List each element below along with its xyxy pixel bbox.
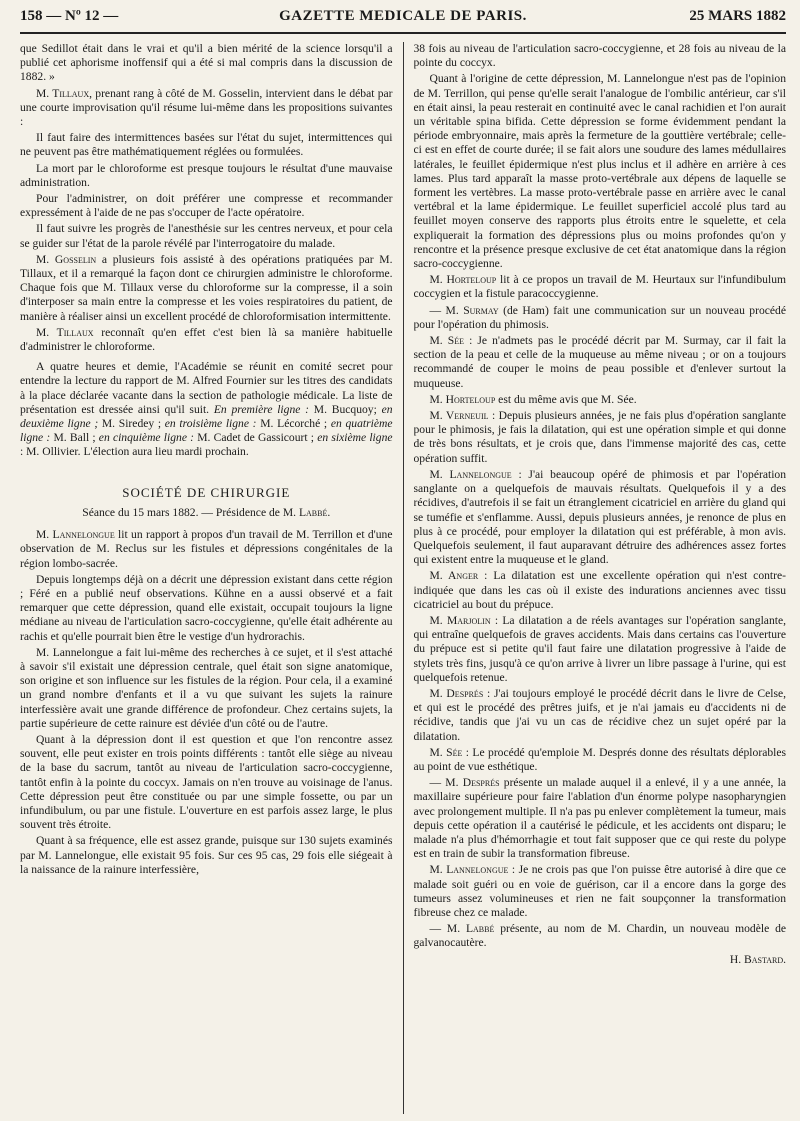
paragraph: [414, 304, 787, 332]
speaker-name: M. Gosselin: [36, 252, 97, 266]
speaker-name: Surmay: [463, 303, 499, 317]
paragraph-text: lit un rapport à propos d'un travail de M. Terrillon et d'une observation de M. Reclus sur les fistules et dépressions congénitales de la région lombo-sacrée.: [20, 528, 393, 570]
rank-label: En première ligne :: [213, 402, 310, 416]
paragraph: Depuis longtemps déjà on a décrit une dépression existant dans cette région ; Féré en a publié neuf observations. Kühne en a aussi observé et a fait remarquer que cette dépression, quand elle existait, occupait toujours la ligne médiane au niveau de l'articulation sacro-coccygienne, qu'elle était adhérente au rachis et qu'elle pourrait bien être le vestige d'un hydrorachis.: [20, 572, 393, 643]
speaker-name: M. Marjolin: [429, 613, 491, 627]
header-rule: [20, 32, 786, 34]
paragraph: Quant à la dépression dont il est question et que l'on rencontre assez souvent, elle peut exister en trois points différents : tantôt elle siège au niveau de la base du sacrum, tantôt au niveau de l'articulation sacro-coccygienne, tantôt enfin à la pointe du coccyx. Jamais on n'en trouve au voisinage de l'anus. Cette dépression peut être constituée ou par une simple fossette, ou par un infundibulum, ou par une fistule. L'ouverture en est parfois assez large, le plus souvent très étroite.: [20, 732, 393, 832]
paragraph: [414, 273, 787, 301]
paragraph: Quant à l'origine de cette dépression, M. Lannelongue n'est pas de l'opinion de M. Terrillon, qui pense qu'elle serait l'analogue de l'ombilic antérieur, car s'il en était ainsi, la peau resterait en continuité avec le canal rachidien et l'on aurait un véritable spina bifida. Cette dépression se forme évidemment pendant la période embryonnaire, mais après la fermeture de la gouttière vertébrale; celle-ci est en effet de courte durée; il se fait alors une soudure des lames médullaires latérales, le feuillet épidermique n'est plus inclus et il adhère en arrière à ces lames. Plus tard apparaît la masse proto-vertébrale aux dépens de laquelle se forment les vertèbres. La masse proto-vertébrale passe en arrière avec le canal vertébral et la lame épidermique. Le feuillet superficiel accolé plus tard au feuillet moyen conserve des rapports plus étroits entre le squelette, et cela expliquerait la formation des dépressions plus ou moins profondes qu'on y rencontre et la présence presque exclusive de cet état anatomique dans la région sacro-coccygienne.: [413, 72, 787, 271]
candidate: M. Ball ;: [50, 431, 99, 445]
paragraph: La mort par le chloroforme est presque toujours le résultat d'une mauvaise administration.: [20, 161, 393, 189]
session-line: [20, 506, 393, 520]
paragraph-text: présente, au nom de M. Chardin, un nouveau modèle de galvanocautère.: [413, 922, 787, 950]
paragraph-text: présente un malade auquel il a enlevé, il y a une année, la maxillaire supérieure pour faire l'ablation d'un énorme polype nasopharyngien avec prolongement multiple. Il n'a pas pu enlever complètement la tumeur, mais depuis cette opération il a cautérisé le pédicule, et les accidents ont disparu; le malade n'a plus d'hémorrhagie et tout fait supposer que ce qui reste du polype est en train de subir la transformation fibreuse.: [413, 776, 787, 861]
paragraph-text: : J'ai toujours employé le procédé décrit dans le livre de Celse, et qui est le procédé des prêtres juifs, et je n'ai jamais eu d'accidents ni de récidive, tandis que j'ai vu un cas de récidive chez un sujet opéré par la dilatation.: [413, 686, 787, 743]
speaker-name: M. Verneuil: [429, 409, 489, 423]
paragraph-text: — M.: [429, 922, 466, 936]
paragraph: [414, 863, 787, 920]
paragraph: [414, 687, 787, 744]
paragraph-text: a plusieurs fois assisté à des opérations pratiquées par M. Tillaux, et il a remarqué la façon dont ce chirurgien administre le chloroforme. Chaque fois que M. Tillaux verse du chloroforme sur la compresse, il a soin d'interposer sa main entre la compresse et les voies respiratoires du patient, de manière à réaliser ainsi un excellent procédé de chloroformisation intermittente.: [20, 252, 393, 323]
speaker-name: M. Tillaux: [36, 86, 90, 100]
speaker-name: M. Sée: [429, 745, 463, 759]
paragraph: [414, 776, 787, 861]
paragraph: Quant à sa fréquence, elle est assez grande, puisque sur 130 sujets examinés par M. Lannelongue, elle existait 95 fois. Sur ces 95 cas, 29 fois elle siégeait à la naissance de la rainure interfessière,: [20, 834, 393, 876]
speaker-name: Labbé: [465, 922, 495, 936]
issue-date: 25 MARS 1882: [689, 8, 786, 24]
section-title: SOCIÉTÉ DE CHIRURGIE: [122, 484, 291, 500]
column-divider: [403, 42, 404, 1114]
speaker-name: M. Horteloup: [429, 392, 496, 406]
paragraph-text: (de Ham) fait une communication sur un nouveau procédé pour l'opération du phimosis.: [413, 303, 787, 331]
president-name: Labbé: [298, 505, 328, 519]
paragraph: [20, 253, 393, 324]
speaker-name: M. Horteloup: [429, 273, 497, 287]
paragraph: [20, 360, 393, 459]
paragraph-text: lit à ce propos un travail de M. Heurtaux sur l'infundibulum coccygien et la fistule paracoccygienne.: [413, 273, 787, 301]
paragraph: 38 fois au niveau de l'articulation sacro-coccygienne, et 28 fois au niveau de la pointe du coccyx.: [413, 42, 787, 70]
rank-label: en troisième ligne :: [164, 417, 257, 431]
paragraph-text: : Je n'admets pas le procédé décrit par M. Surmay, car il fait la section de la peau et celle de la muqueuse au même niveau ; or on a toujours recommandé de couper le moins de peau possible et d'enlever surtout la muqueuse.: [413, 334, 787, 390]
rank-label: en cinquième ligne :: [98, 431, 195, 445]
session-text: .: [327, 505, 331, 519]
candidate: M. Lécorché ;: [256, 417, 331, 431]
paragraph: [414, 468, 787, 567]
candidate: M. Bucquoy;: [309, 402, 382, 416]
page-number: 158 — Nº 12 —: [20, 8, 119, 24]
paragraph: [20, 326, 393, 354]
paragraph: Pour l'administrer, on doit préférer une compresse et recommander expressément à l'aide de ne pas s'occuper de l'acte opératoire.: [20, 192, 393, 220]
rank-label: en deuxième ligne ;: [20, 402, 393, 431]
paragraph: [414, 746, 787, 774]
paragraph-text: reconnaît qu'en effet c'est bien là sa manière habituelle d'administrer le chloroforme.: [20, 325, 393, 354]
paragraph: [414, 334, 787, 391]
paragraph: [414, 409, 787, 466]
right-column: [414, 42, 787, 1121]
paragraph-text: : J'ai beaucoup opéré de phimosis et par l'opération sanglante on a quelquefois de mauvais résultats. Quelquefois il y a des récidives, d'autrefois il se fait un étranglement cicatriciel en arrière du gland qui se tuméfie et s'enflamme. Aussi, depuis plusieurs années, je renonce de plus en plus à ce procédé, pour employer la dilatation qui est préférable, à mon avis. Quelquefois seulement, il faut auparavant détruire des adhérences assez fortes qui existent entre la muqueuse et le gland.: [413, 467, 787, 567]
paragraph: Il faut suivre les progrès de l'anesthésie sur les centres nerveux, et pour cela se guider sur l'état de la parole révélé par l'interrogatoire du malade.: [20, 222, 393, 250]
candidate: M. Cadet de Gassicourt ;: [194, 431, 318, 445]
left-column: [20, 42, 393, 1121]
speaker-name: M. Després: [429, 686, 484, 700]
paragraph: [414, 922, 787, 950]
paragraph-text: : La dilatation a de réels avantages sur l'opération sanglante, qui entraîne quelquefois de graves accidents. Mais dans certains cas l'ouverture du prépuce est si petite qu'il faut faire une dilatation progressive à l'aide de stylets très fins, jusqu'à ce qu'on arrive à livrer un libre passage à l'urine, qui est quelquefois retenue.: [413, 613, 787, 684]
paragraph-text: est du même avis que M. Sée.: [495, 392, 637, 406]
paragraph: [414, 614, 787, 685]
paragraph: Il faut faire des intermittences basées sur l'état du sujet, intermittences qui ne peuvent pas être mathématiquement réglées ou formulées.: [20, 131, 393, 159]
paragraph-text: : Depuis plusieurs années, je ne fais plus d'opération sanglante pour le phimosis, je fais la dilatation, qui est une opération simple et qui donne de très bons résultats, et je crois que, dans l'immense majorité des cas, cette opération suffit.: [413, 409, 787, 465]
paragraph: [20, 87, 393, 130]
paragraph-text: — M.: [429, 776, 463, 790]
speaker-name: M. Sée: [429, 334, 464, 348]
paragraph: [414, 393, 787, 407]
speaker-name: M. Tillaux: [36, 325, 94, 339]
paragraph: [414, 569, 787, 612]
speaker-name: M. Anger: [429, 569, 479, 583]
author-signature: H. Bastard.: [729, 952, 787, 966]
article-columns: [20, 42, 786, 1121]
speaker-name: Després: [462, 776, 500, 790]
paragraph-text: , prenant rang à côté de M. Gosselin, intervient dans le débat par une courte improvisation qu'il résume lui-même dans les propositions suivantes :: [20, 86, 393, 129]
rank-label: en sixième ligne: [317, 431, 393, 445]
session-text: Séance du 15 mars 1882. — Présidence de M.: [82, 505, 299, 519]
candidate: M. Siredey ;: [98, 417, 165, 431]
page-header: [20, 8, 786, 28]
speaker-name: M. Lannelongue: [429, 467, 512, 481]
paragraph-text: : Le procédé qu'emploie M. Després donne des résultats déplorables au point de vue esthétique.: [413, 745, 787, 773]
paragraph: que Sedillot était dans le vrai et qu'il a bien mérité de la science lorsqu'il a publié cet aphorisme inoffensif qui a été si mal compris dans la discussion de 1882. »: [20, 42, 393, 84]
journal-title: GAZETTE MEDICALE DE PARIS.: [279, 8, 527, 24]
rank-label: en quatrième ligne :: [20, 417, 393, 445]
paragraph-text: : Je ne crois pas que l'on puisse être autorisé à dire que ce malade soit guéri ou en voie de guérison, car il a encore dans la gorge des tumeurs assez volumineuses et rien ne fait soupçonner la transformation fibreuse chez ce malade.: [413, 863, 787, 919]
speaker-name: M. Lannelongue: [429, 863, 509, 877]
paragraph: M. Lannelongue a fait lui-même des recherches à ce sujet, et il s'est attaché à savoir s'il existait une dépression centrale, quel était son signe anatomique, son origine et son influence sur les fistules de la région. Pour cela, il a examiné un grand nombre d'enfants et il a vu que suivant les sujets la rainure interfessière avait une grande différence de profondeur. Chez certains sujets, la partie supérieure de cette rainure est déviée d'un côté ou de l'autre.: [20, 645, 393, 730]
paragraph-text: — M.: [429, 303, 464, 317]
paragraph: [20, 528, 393, 571]
paragraph-text: A quatre heures et demie, l'Académie se réunit en comité secret pour entendre la lecture du rapport de M. Alfred Fournier sur les titres des candidats à la place déclarée vacante dans la section de pathologie médicale. La liste de présentation est dressée ainsi qu'il suit.: [20, 360, 393, 416]
paragraph-text: : La dilatation est une excellente opération qui n'est contre-indiquée que dans les cas où il existe des indurations anciennes avec tissu cicatriciel au bout du prépuce.: [413, 569, 787, 611]
speaker-name: M. Lannelongue: [36, 528, 115, 542]
candidate: : M. Ollivier. L'élection aura lieu mardi prochain.: [20, 445, 249, 459]
